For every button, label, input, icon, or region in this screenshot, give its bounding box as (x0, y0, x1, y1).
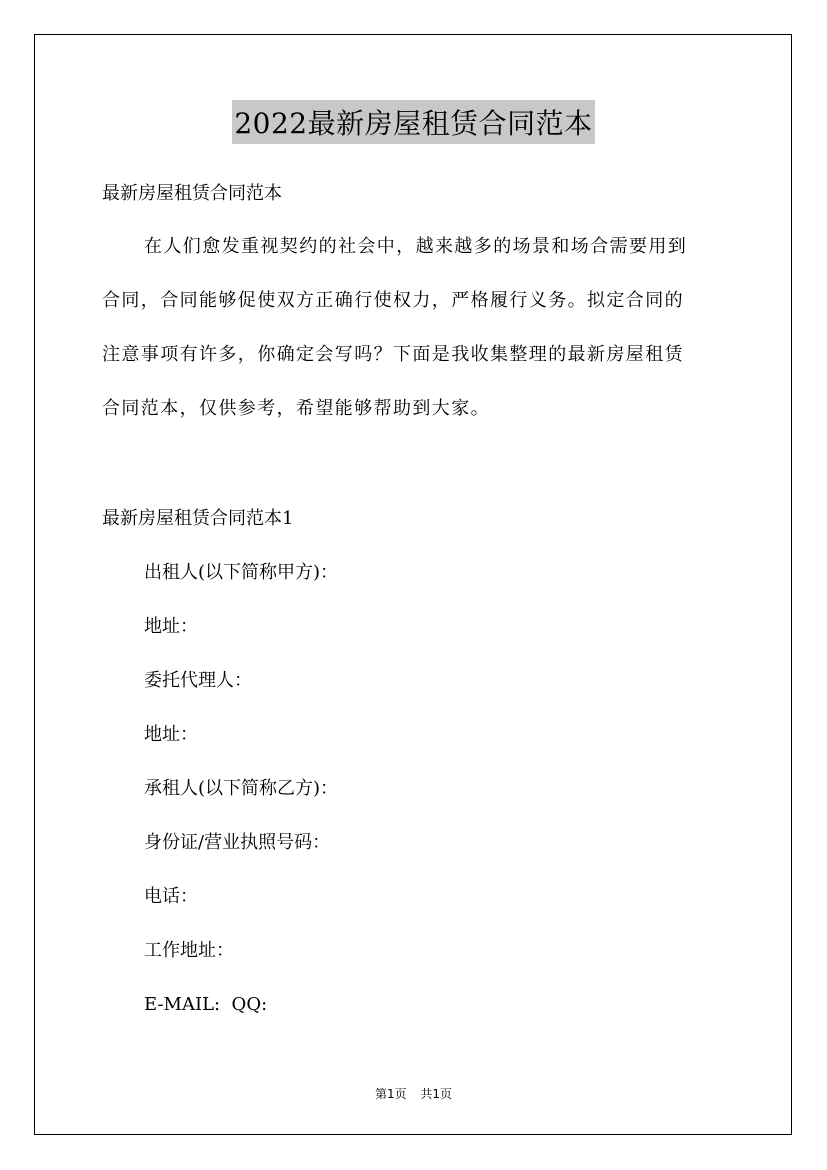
field-email-qq: E-MAIL: QQ: (144, 994, 268, 1015)
intro-paragraph (102, 234, 732, 450)
field-id-number: 身份证/营业执照号码： (144, 832, 331, 853)
field-agent-address: 地址： (144, 724, 198, 745)
section-heading: 最新房屋租赁合同范本1 (102, 508, 294, 529)
intro-line: 合同范本，仅供参考，希望能够帮助到大家。 (102, 398, 490, 419)
intro-line: 合同，合同能够促使双方正确行使权力，严格履行义务。拟定合同的 (102, 290, 684, 311)
page-footer (0, 1085, 827, 1102)
field-lessee: 承租人(以下简称乙方)： (144, 778, 339, 799)
field-work-address: 工作地址： (144, 940, 234, 961)
field-lessor-address: 地址： (144, 616, 198, 637)
intro-line: 注意事项有许多，你确定会写吗？下面是我收集整理的最新房屋租赁 (102, 344, 684, 365)
document-title: 2022最新房屋租赁合同范本 (232, 100, 594, 144)
field-lessor: 出租人(以下简称甲方)： (144, 562, 339, 583)
intro-line: 在人们愈发重视契约的社会中，越来越多的场景和场合需要用到 (144, 236, 688, 257)
page-number: 第1页 (374, 1087, 407, 1101)
page-total: 共1页 (420, 1087, 453, 1101)
document-subtitle: 最新房屋租赁合同范本 (102, 183, 282, 204)
field-agent: 委托代理人： (144, 670, 252, 691)
field-phone: 电话： (144, 886, 198, 907)
title-container (0, 100, 827, 144)
